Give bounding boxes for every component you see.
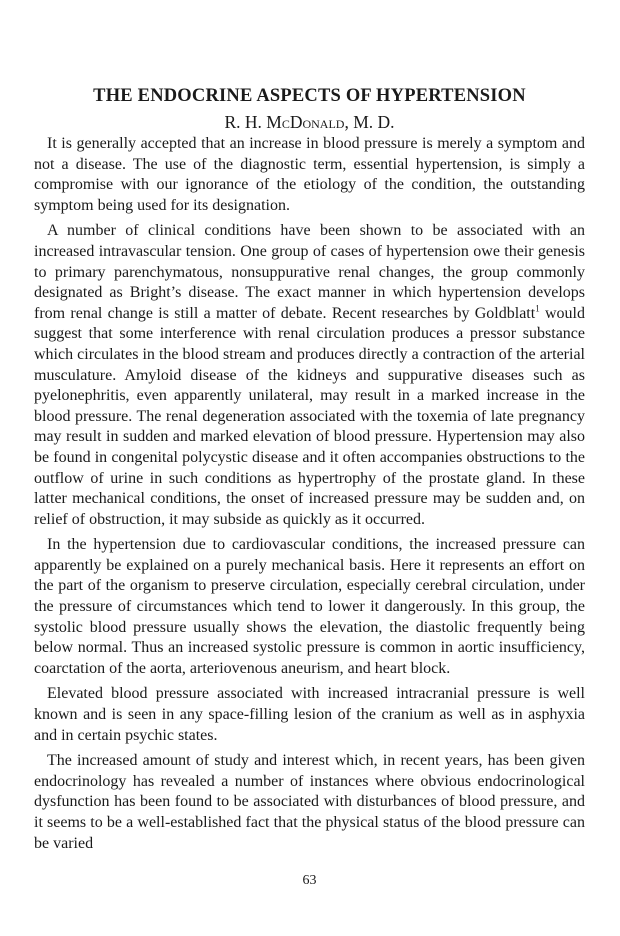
page-number: 63 [302,873,317,888]
paragraph-5: The increased amount of study and interest which, in recent years, has been given endocrinology has revealed a number of instances where obvious endocrinological dysfunction has been found to be associated with disturbances of blood pressure, and it seems to be a well-established fact that the physical status of the blood pressure can be varied [34,752,585,852]
paragraph-4: Elevated blood pressure associated with increased intracranial pressure is well known and is seen in any space-filling lesion of the cranium as well as in asphyxia and in certain psychic states. [34,685,585,744]
paragraph-2-text-end: would suggest that some interference with renal circulation produces a pressor substance which circulates in the blood stream and produces directly a contraction of the arterial musculature. Amyloid disease of the kidneys and suppurative diseases such as pyelonephritis, even apparently unilateral, may result in a marked increase in the blood pressure. The renal degeneration associated with the toxemia of late pregnancy may result in sudden and marked elevation of blood pressure. Hypertension may also be found in congenital polycystic disease and it often accompanies obstructions to the outflow of urine in such conditions as hypertrophy of the prostate gland. In these latter mechanical conditions, the onset of increased pressure may be sudden and, on relief of obstruction, it may subside as quickly as it occurred. [34,304,586,528]
paragraph-2-text-start: A number of clinical conditions have been shown to be associated with an increased intravascular tension. One group of cases of hypertension owe their genesis to primary parenchymatous, nonsuppurative renal changes, the group commonly designated as Bright’s disease. The exact manner in which hypertension develops from renal change is still a matter of debate. Recent researches by Goldblatt [34,222,585,322]
article-author [34,110,585,134]
paragraph-3: In the hypertension due to cardiovascular conditions, the increased pressure can apparently be explained on a purely mechanical basis. Here it represents an effort on the part of the organism to preserve circulation, especially cerebral circulation, under the pressure of circumstances which tend to lower it dangerously. In this group, the systolic blood pressure usually shows the elevation, the diastolic frequently being below normal. Thus an increased systolic pressure is common in aortic insufficiency, coarctation of the aorta, arteriovenous aneurism, and heart block. [34,536,585,677]
author-surname: McDonald [266,112,345,132]
footnote-reference[interactable]: 1 [535,303,540,314]
author-initials: R. H. [224,112,262,132]
article-title: THE ENDOCRINE ASPECTS OF HYPERTENSION [93,86,526,106]
author-degree: , M. D. [344,112,395,132]
journal-page [34,0,585,936]
article-body [34,134,585,854]
paragraph-1: It is generally accepted that an increase in blood pressure is merely a symptom and not a disease. The use of the diagnostic term, essential hypertension, is simply a compromise with our ignorance of the etiology of the condition, the outstanding symptom being used for its designation. [34,135,585,214]
paragraph-2 [34,221,585,530]
